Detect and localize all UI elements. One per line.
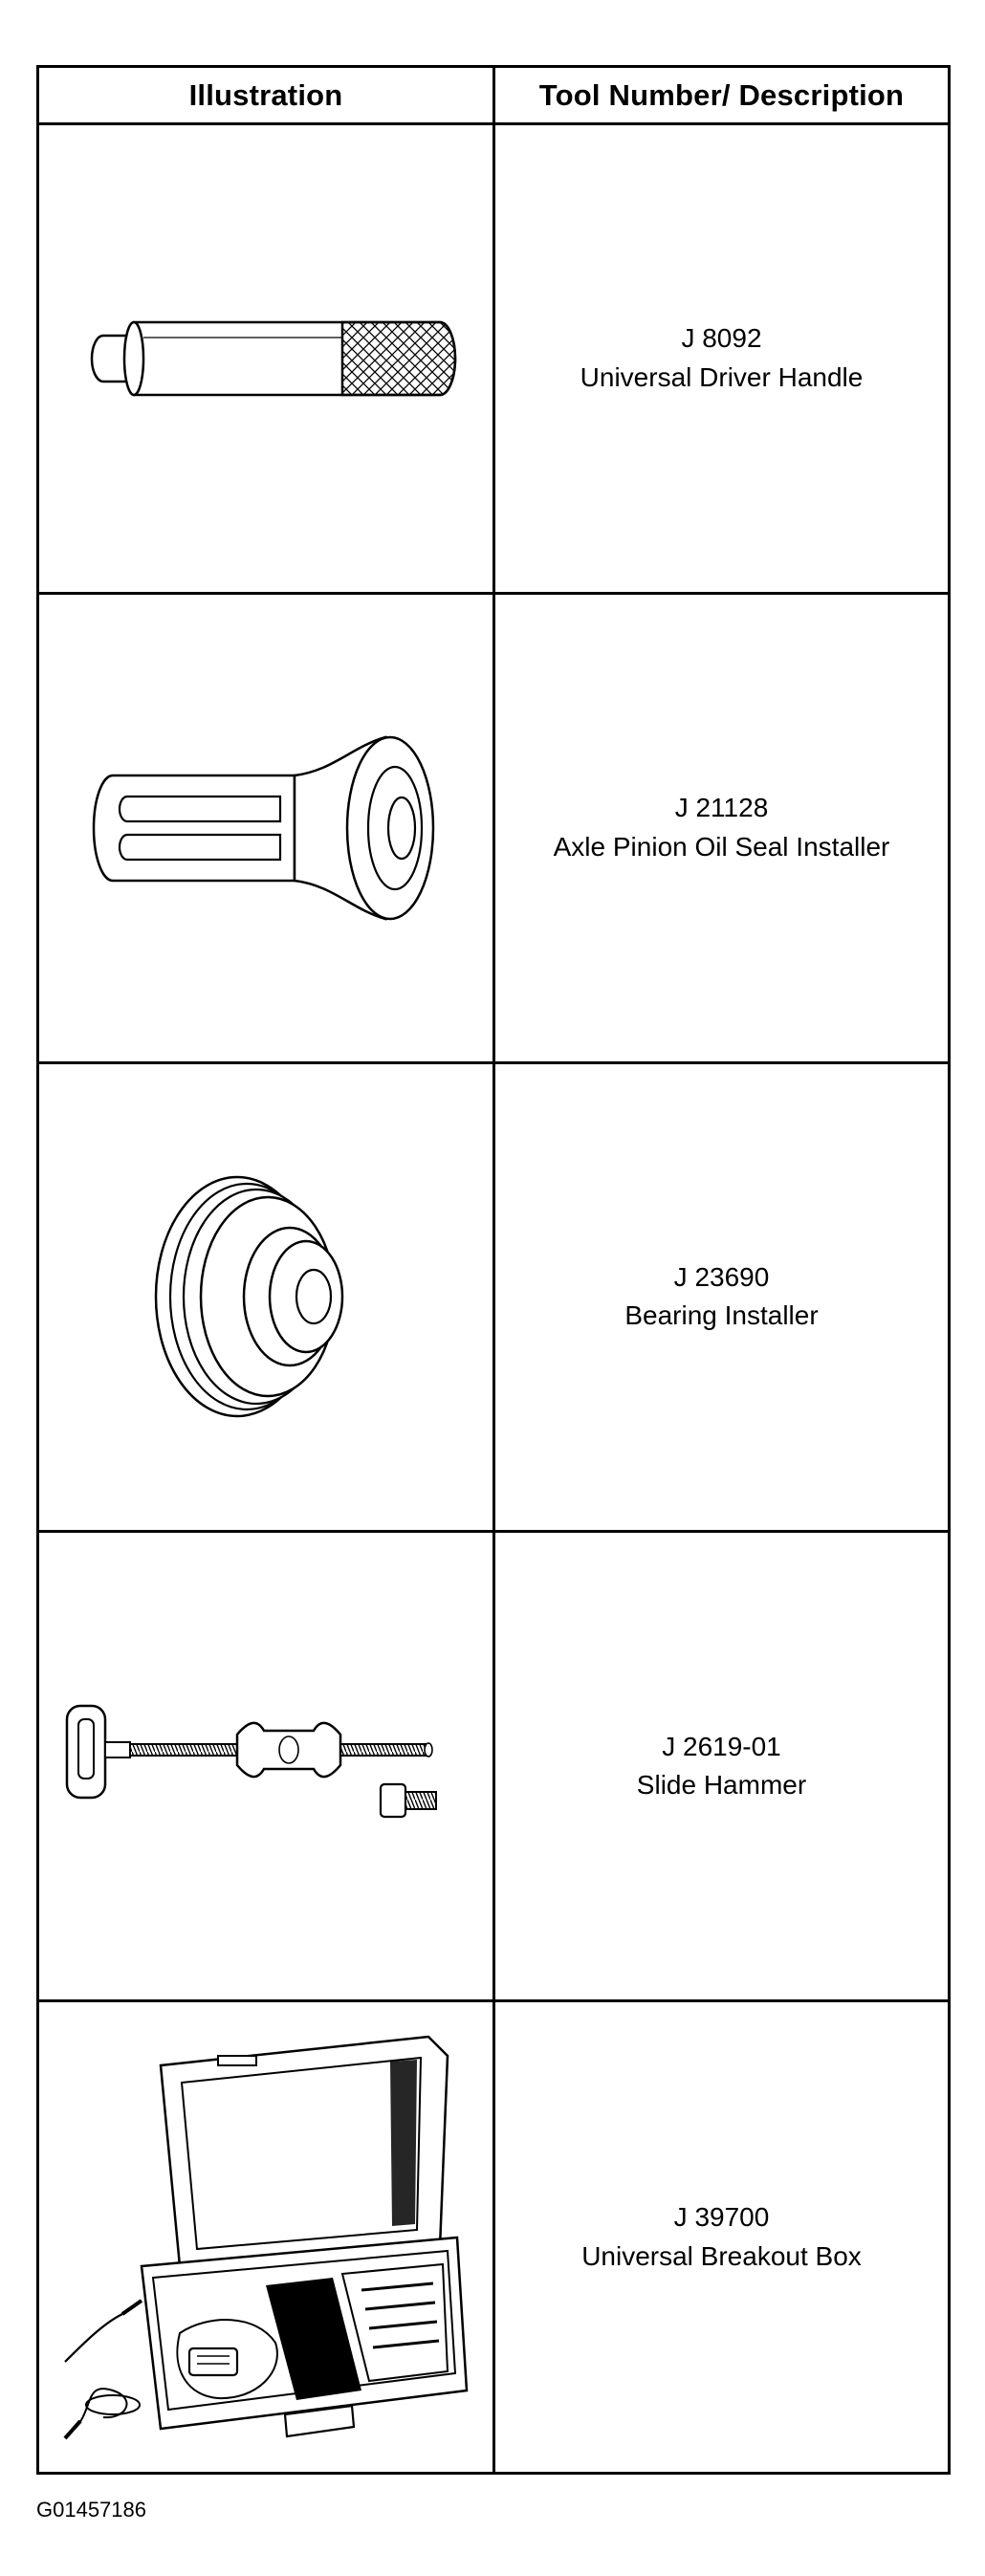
tool-name: Slide Hammer	[636, 1770, 807, 1801]
table-row-illustration	[39, 1064, 495, 1534]
tool-number: J 23690	[673, 1261, 770, 1292]
table-row-description	[495, 125, 948, 595]
tool-number: J 8092	[681, 323, 762, 354]
table-row-illustration	[39, 125, 495, 595]
driver-handle-icon	[65, 292, 467, 426]
column-header-description-label: Tool Number/ Description	[538, 77, 905, 112]
seal-installer-icon	[55, 709, 476, 948]
column-header-description	[495, 68, 948, 125]
tool-name: Universal Breakout Box	[581, 2240, 862, 2271]
tool-number: J 39700	[673, 2201, 770, 2232]
tool-name: Universal Driver Handle	[580, 361, 864, 392]
column-header-illustration-label: Illustration	[188, 77, 343, 112]
tool-number: J 21128	[674, 793, 769, 823]
table-row-illustration	[39, 1533, 495, 2002]
tool-number: J 2619-01	[662, 1731, 781, 1761]
table-row-illustration	[39, 595, 495, 1064]
bearing-installer-icon	[122, 1153, 409, 1440]
slide-hammer-icon	[55, 1685, 476, 1847]
special-tools-table	[36, 65, 951, 2475]
figure-code: G01457186	[36, 2498, 146, 2521]
table-row-description	[495, 1064, 948, 1534]
tool-name: Axle Pinion Oil Seal Installer	[553, 831, 890, 862]
table-row-description	[495, 2002, 948, 2472]
table-row-description	[495, 1533, 948, 2002]
table-row-description	[495, 595, 948, 1064]
table-row-illustration	[39, 2002, 495, 2472]
tool-name: Bearing Installer	[624, 1300, 819, 1331]
column-header-illustration	[39, 68, 495, 125]
breakout-box-icon	[46, 2027, 486, 2448]
